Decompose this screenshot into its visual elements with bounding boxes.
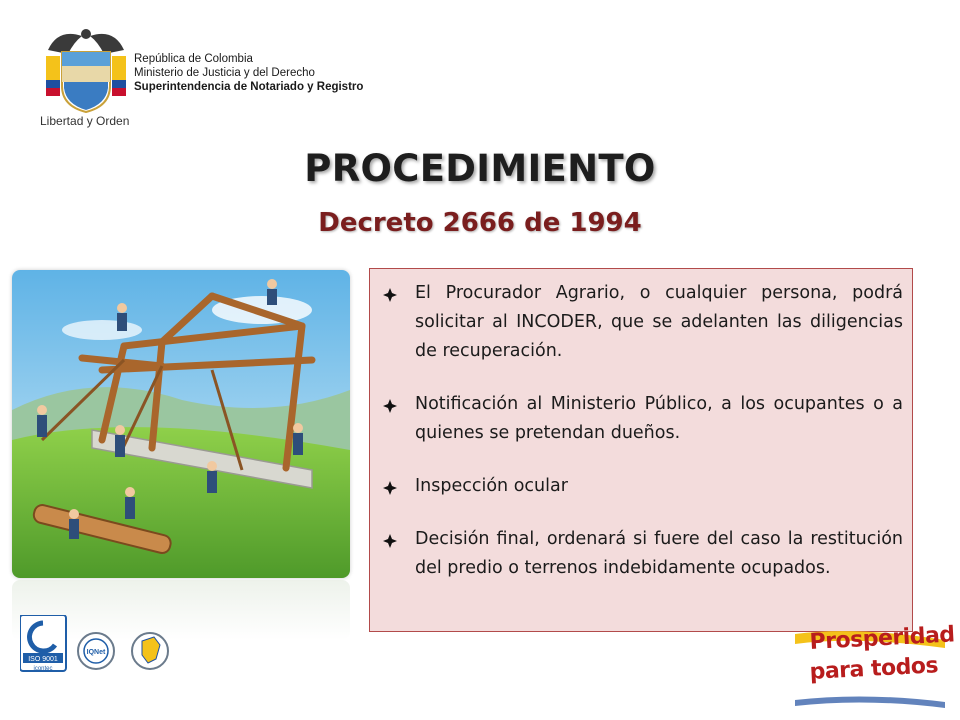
list-item <box>382 525 903 583</box>
certification-logos <box>20 615 180 695</box>
brand-line-2: para todos <box>809 653 939 685</box>
header <box>38 22 458 132</box>
illustration-barn-raising <box>12 270 350 578</box>
procedure-list <box>382 279 903 583</box>
list-item-text: Decisión final, ordenará si fuere del caso la restitución del predio o terrenos indebidamente ocupados. <box>415 529 903 578</box>
government-header-text <box>134 52 363 94</box>
country-name: República de Colombia <box>134 53 253 65</box>
brand-line-1: Prosperidad <box>809 622 956 655</box>
diamond-bullet-icon <box>382 287 398 303</box>
iso-label: ISO 9001 <box>28 656 58 663</box>
motto-text: Libertad y Orden <box>40 114 130 128</box>
procedure-box <box>369 268 913 632</box>
prosperidad-logo <box>795 622 956 710</box>
colombia-map-icon <box>132 633 168 669</box>
iqnet-label: IQNet <box>86 649 106 656</box>
icontec-label: icontec <box>33 666 53 672</box>
iqnet-logo-icon <box>78 633 114 669</box>
diamond-bullet-icon <box>382 480 398 496</box>
slide-subtitle: Decreto 2666 de 1994 <box>318 208 642 238</box>
slide-title: PROCEDIMIENTO <box>304 147 656 190</box>
list-item <box>382 390 903 448</box>
diamond-bullet-icon <box>382 533 398 549</box>
ministry-name: Ministerio de Justicia y del Derecho <box>134 67 315 79</box>
diamond-bullet-icon <box>382 398 398 414</box>
list-item <box>382 472 903 501</box>
list-item-text: El Procurador Agrario, o cualquier persona, podrá solicitar al INCODER, que se adelanten las diligencias de recuperación. <box>415 283 903 361</box>
agency-name: Superintendencia de Notariado y Registro <box>134 81 364 93</box>
iso-logo-icon <box>20 615 66 672</box>
list-item-text: Inspección ocular <box>415 476 568 496</box>
list-item <box>382 279 903 366</box>
list-item-text: Notificación al Ministerio Público, a los ocupantes o a quienes se pretendan dueños. <box>415 394 903 443</box>
